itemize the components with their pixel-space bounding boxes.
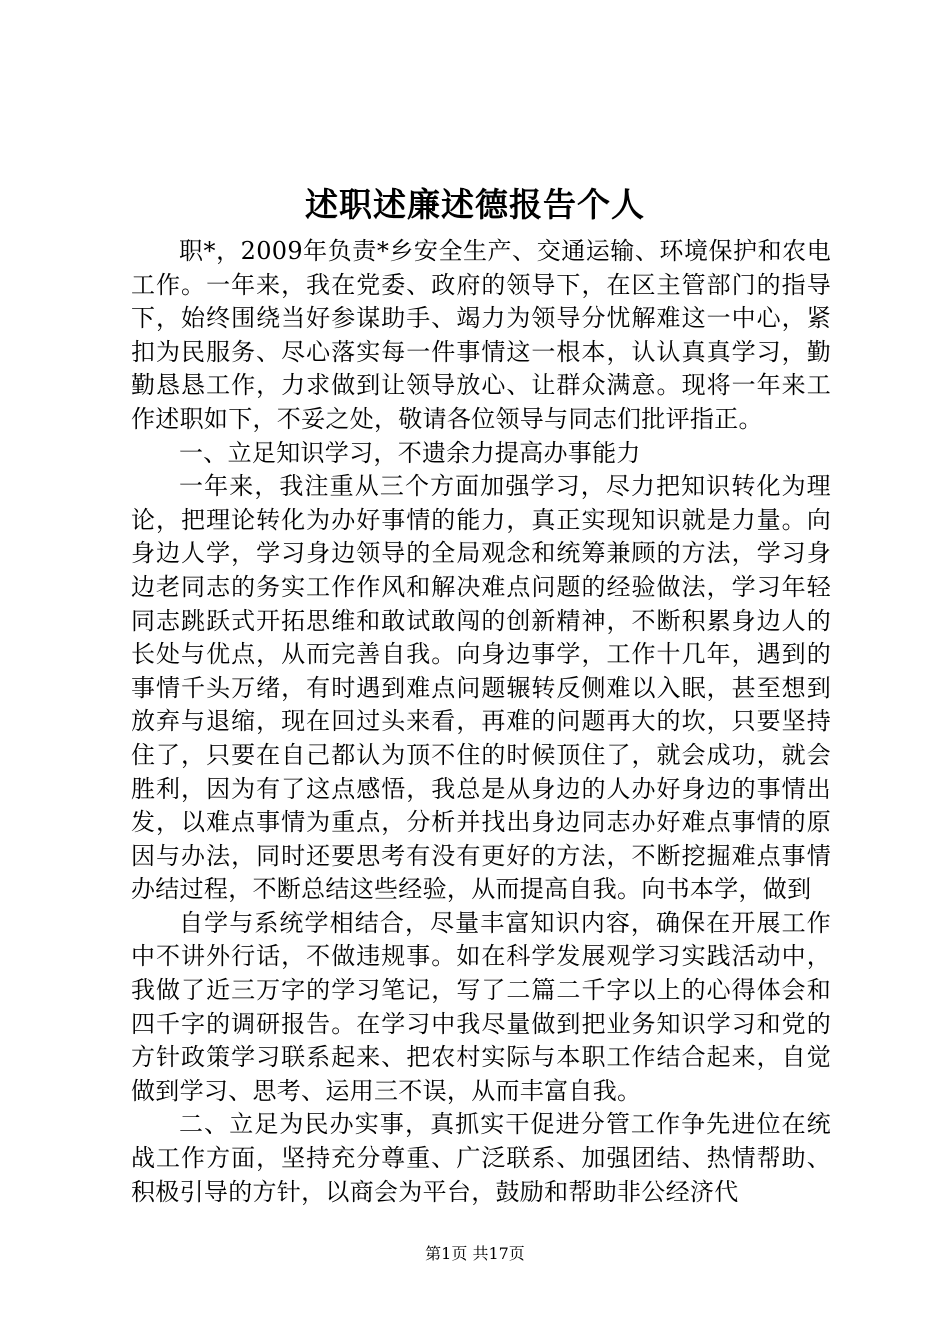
paragraph-learning: 一年来，我注重从三个方面加强学习，尽力把知识转化为理论，把理论转化为办好事情的能力，真正实现知识就是力量。向身边人学，学习身边领导的全局观念和统筹兼顾的方法，学习身边老同志的务实工作作风和解决难点问题的经验做法，学习年轻同志跳跃式开拓思维和敢试敢闯的创新精神，不断积累身边人的长处与优点，从而完善自我。向身边事学，工作十几年，遇到的事情千头万绪，有时遇到难点问题辗转反侧难以入眠，甚至想到放弃与退缩，现在回过头来看，再难的问题再大的坎，只要坚持住了，只要在自己都认为顶不住的时候顶住了，就会成功，就会胜利，因为有了这点感悟，我总是从身边的人办好身边的事情出发，以难点事情为重点，分析并找出身边同志办好难点事情的原因与办法，同时还要思考有没有更好的方法，不断挖掘难点事情办结过程，不断总结这些经验，从而提高自我。向书本学，做到 <box>131 472 831 904</box>
page-number-footer: 第1页 共17页 <box>425 1244 525 1263</box>
document-title: 述职述廉述德报告个人 <box>305 185 645 224</box>
paragraph-heading-1: 一、立足知识学习，不遗余力提高办事能力 <box>179 438 641 467</box>
document-body <box>131 235 831 1209</box>
paragraph-intro: 职*，2009年负责*乡安全生产、交通运输、环境保护和农电工作。一年来，我在党委、政府的领导下，在区主管部门的指导下，始终围绕当好参谋助手、竭力为领导分忧解难这一中心，紧扣为民服务、尽心落实每一件事情这一根本，认认真真学习，勤勤恳恳工作，力求做到让领导放心、让群众满意。现将一年来工作述职如下，不妥之处，敬请各位领导与同志们批评指正。 <box>131 237 831 433</box>
paragraph-heading-2: 二、立足为民办实事，真抓实干促进分管工作争先进位在统战工作方面，坚持充分尊重、广泛联系、加强团结、热情帮助、积极引导的方针，以商会为平台，鼓励和帮助非公经济代 <box>131 1110 831 1206</box>
paragraph-self-study: 自学与系统学相结合，尽量丰富知识内容，确保在开展工作中不讲外行话，不做违规事。如在科学发展观学习实践活动中，我做了近三万字的学习笔记，写了二篇二千字以上的心得体会和四千字的调研报告。在学习中我尽量做到把业务知识学习和党的方针政策学习联系起来、把农村实际与本职工作结合起来，自觉做到学习、思考、运用三不误，从而丰富自我。 <box>131 908 831 1105</box>
